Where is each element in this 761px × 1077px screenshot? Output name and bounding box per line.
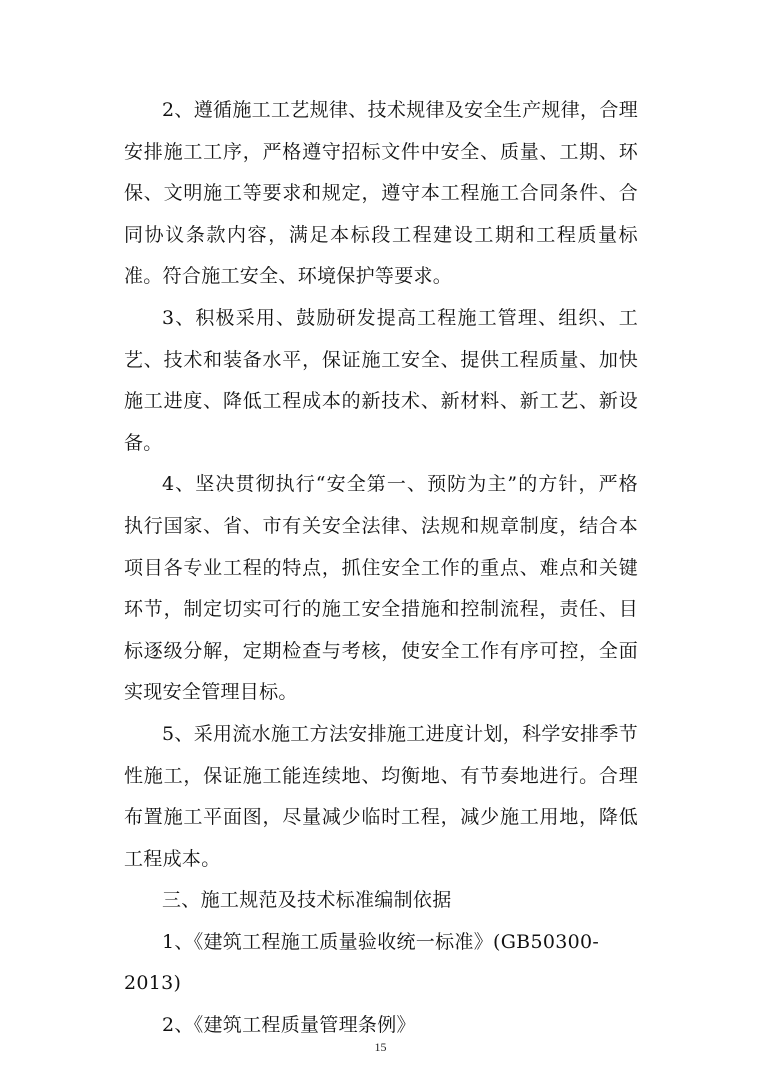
paragraph-item-4: 4、坚决贯彻执行“安全第一、预防为主”的方针，严格执行国家、省、市有关安全法律、法规和规章制度，结合本项目各专业工程的特点，抓住安全工作的重点、难点和关键环节，制定切实可行的施工安全措施和控制流程，责任、目标逐级分解，定期检查与考核，使安全工作有序可控，全面实现安全管理目标。 xyxy=(124,473,638,704)
reference-item-2: 2、《建筑工程质量管理条例》 xyxy=(162,1014,416,1037)
page-number: 15 xyxy=(374,1040,387,1054)
paragraph-item-3: 3、积极采用、鼓励研发提高工程施工管理、组织、工艺、技术和装备水平，保证施工安全、提供工程质量、加快施工进度、降低工程成本的新技术、新材料、新工艺、新设备。 xyxy=(124,306,638,454)
paragraph-item-5: 5、采用流水施工方法安排施工进度计划，科学安排季节性施工，保证施工能连续地、均衡地、有节奏地进行。合理布置施工平面图，尽量减少临时工程，减少施工用地，降低工程成本。 xyxy=(124,722,638,870)
paragraph-item-2: 2、遵循施工工艺规律、技术规律及安全生产规律，合理安排施工工序，严格遵守招标文件中安全、质量、工期、环保、文明施工等要求和规定，遵守本工程施工合同条件、合同协议条款内容，满足本标段工程建设工期和工程质量标准。符合施工安全、环境保护等要求。 xyxy=(124,99,638,288)
section-heading: 三、施工规范及技术标准编制依据 xyxy=(162,889,452,912)
document-body xyxy=(124,90,638,1047)
reference-item-1: 1、《建筑工程施工质量验收统一标准》(GB50300-2013) xyxy=(124,930,600,995)
